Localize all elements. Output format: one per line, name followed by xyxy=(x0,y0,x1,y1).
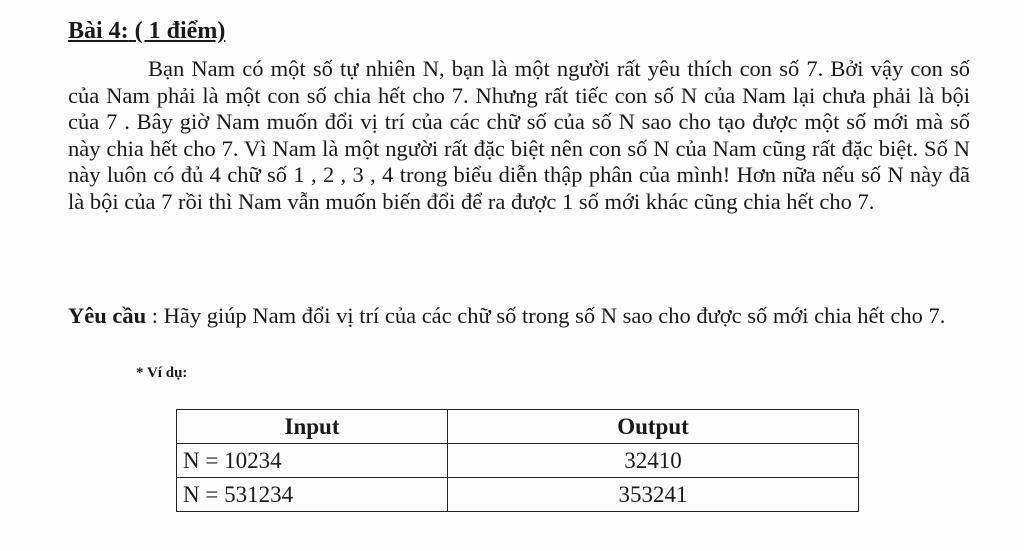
header-input: Input xyxy=(177,410,448,444)
problem-statement xyxy=(68,56,970,216)
exercise-title xyxy=(68,18,225,45)
problem-text: Bạn Nam có một số tự nhiên N, bạn là một người rất yêu thích con số 7. Bởi vậy con số của Nam phải là một con số chia hết cho 7. Nhưng rất tiếc con số N của Nam lại chưa phải là bội của 7 . Bây giờ Nam muốn đổi vị trí của các chữ số của số N sao cho tạo được một số mới mà số này chia hết cho 7. Vì Nam là một người rất đặc biệt nên con số N của Nam cũng rất đặc biệt. Số N này luôn có đủ 4 chữ số 1 , 2 , 3 , 4 trong biểu diễn thập phân của mình! Hơn nữa nếu số N này đã là bội của 7 rồi thì Nam vẫn muốn biến đổi để ra được 1 số mới khác cũng chia hết cho 7. xyxy=(68,56,970,214)
input-cell: N = 10234 xyxy=(177,444,448,478)
output-cell: 353241 xyxy=(448,478,859,512)
example-label: * Ví dụ: xyxy=(136,365,188,381)
header-output: Output xyxy=(448,410,859,444)
example-table xyxy=(176,409,859,512)
exercise-points: ( 1 điểm) xyxy=(128,18,226,44)
input-cell: N = 531234 xyxy=(177,478,448,512)
requirement-text: : Hãy giúp Nam đổi vị trí của các chữ số trong số N sao cho được số mới chia hết cho 7. xyxy=(146,303,946,328)
exercise-label: Bài 4: xyxy=(68,18,129,44)
table-row xyxy=(177,444,859,478)
requirement-label: Yêu cầu xyxy=(68,303,147,328)
table-header-row xyxy=(177,410,859,444)
table-row xyxy=(177,478,859,512)
output-cell: 32410 xyxy=(448,444,859,478)
requirement xyxy=(68,303,970,330)
